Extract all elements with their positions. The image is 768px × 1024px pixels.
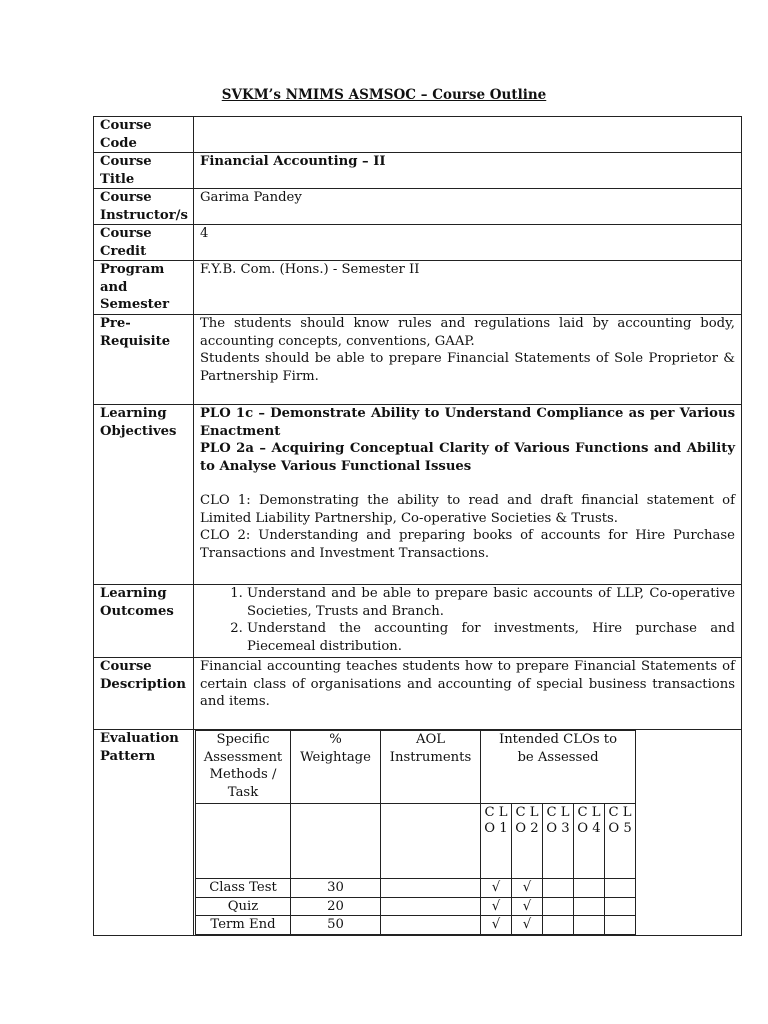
clo-3-header: C L O 3 <box>543 804 574 879</box>
task-clo-2-check: √ <box>512 897 543 916</box>
course-code-row <box>94 117 742 153</box>
task-clo-2-check: √ <box>512 879 543 898</box>
plo-2a: PLO 2a – Acquiring Conceptual Clarity of Various Functions and Ability to Analyse Various Functional Issues <box>200 441 735 474</box>
program-row <box>94 261 742 315</box>
task-name: Term End <box>196 916 291 935</box>
task-aol <box>381 897 481 916</box>
course-title-row <box>94 153 742 189</box>
outcomes-value <box>194 585 742 658</box>
eval-task-row <box>196 879 636 898</box>
eval-header-method: Specific Assessment Methods / Task <box>196 731 291 804</box>
outcome-item: 2. Understand the accounting for investments, Hire purchase and Piecemeal distribution. <box>247 620 735 655</box>
prerequisite-row <box>94 315 742 405</box>
task-clo-5-check <box>605 897 636 916</box>
evaluation-label: Evaluation Pattern <box>94 730 194 936</box>
clo-4-header: C L O 4 <box>574 804 605 879</box>
task-clo-1-check: √ <box>481 879 512 898</box>
course-title-value: Financial Accounting – II <box>194 153 742 189</box>
outcomes-list <box>200 585 735 655</box>
document-title: SVKM’s NMIMS ASMSOC – Course Outline <box>221 87 547 103</box>
clo-1: CLO 1: Demonstrating the ability to read and draft financial statement of Limited Liability Partnership, Co-operative Societies & Trusts. <box>200 493 735 526</box>
clo-1-header: C L O 1 <box>481 804 512 879</box>
task-clo-4-check <box>574 879 605 898</box>
outcomes-row <box>94 585 742 658</box>
outcome-item: 1. Understand and be able to prepare basic accounts of LLP, Co-operative Societies, Trusts and Branch. <box>247 585 735 620</box>
task-weight: 30 <box>291 879 381 898</box>
eval-empty-cell <box>381 804 481 879</box>
clo-2: CLO 2: Understanding and preparing books of accounts for Hire Purchase Transactions and Investment Transactions. <box>200 528 735 561</box>
eval-header-weightage: % Weightage <box>291 731 381 804</box>
outcomes-label: Learning Outcomes <box>94 585 194 658</box>
task-clo-3-check <box>543 916 574 935</box>
task-clo-5-check <box>605 916 636 935</box>
course-code-label: Course Code <box>94 117 194 153</box>
evaluation-value <box>194 730 742 936</box>
eval-empty-cell <box>196 804 291 879</box>
program-value: F.Y.B. Com. (Hons.) - Semester II <box>194 261 742 315</box>
course-code-value <box>194 117 742 153</box>
credit-value: 4 <box>194 225 742 261</box>
task-aol <box>381 916 481 935</box>
eval-task-row <box>196 897 636 916</box>
prerequisite-value <box>194 315 742 405</box>
eval-task-row <box>196 916 636 935</box>
prerequisite-text-2: Students should be able to prepare Financial Statements of Sole Proprietor & Partnership Firm. <box>200 351 735 384</box>
prerequisite-text-1: The students should know rules and regulations laid by accounting body, accounting concepts, conventions, GAAP. <box>200 316 735 349</box>
evaluation-row <box>94 730 742 936</box>
eval-clo-row <box>196 804 636 879</box>
eval-empty-cell <box>291 804 381 879</box>
task-clo-4-check <box>574 897 605 916</box>
objectives-label: Learning Objectives <box>94 405 194 585</box>
task-weight: 50 <box>291 916 381 935</box>
eval-header-clos: Intended CLOs to be Assessed <box>481 731 636 804</box>
evaluation-table <box>195 730 636 935</box>
prerequisite-label: Pre-Requisite <box>94 315 194 405</box>
description-value: Financial accounting teaches students how to prepare Financial Statements of certain class of organisations and accounting of special business transactions and items. <box>194 658 742 730</box>
eval-header-row <box>196 731 636 804</box>
description-row <box>94 658 742 730</box>
instructor-row <box>94 189 742 225</box>
credit-label: Course Credit <box>94 225 194 261</box>
task-name: Quiz <box>196 897 291 916</box>
description-label: Course Description <box>94 658 194 730</box>
credit-row <box>94 225 742 261</box>
eval-header-aol: AOL Instruments <box>381 731 481 804</box>
task-clo-3-check <box>543 897 574 916</box>
course-title-label: Course Title <box>94 153 194 189</box>
instructor-value: Garima Pandey <box>194 189 742 225</box>
task-clo-1-check: √ <box>481 897 512 916</box>
task-aol <box>381 879 481 898</box>
task-name: Class Test <box>196 879 291 898</box>
clo-5-header: C L O 5 <box>605 804 636 879</box>
program-label: Program and Semester <box>94 261 194 315</box>
objectives-value <box>194 405 742 585</box>
course-outline-table <box>93 116 742 936</box>
task-clo-3-check <box>543 879 574 898</box>
objectives-row <box>94 405 742 585</box>
task-clo-2-check: √ <box>512 916 543 935</box>
task-clo-5-check <box>605 879 636 898</box>
instructor-label: Course Instructor/s <box>94 189 194 225</box>
plo-1c: PLO 1c – Demonstrate Ability to Understand Compliance as per Various Enactment <box>200 406 735 439</box>
task-weight: 20 <box>291 897 381 916</box>
task-clo-1-check: √ <box>481 916 512 935</box>
task-clo-4-check <box>574 916 605 935</box>
clo-2-header: C L O 2 <box>512 804 543 879</box>
